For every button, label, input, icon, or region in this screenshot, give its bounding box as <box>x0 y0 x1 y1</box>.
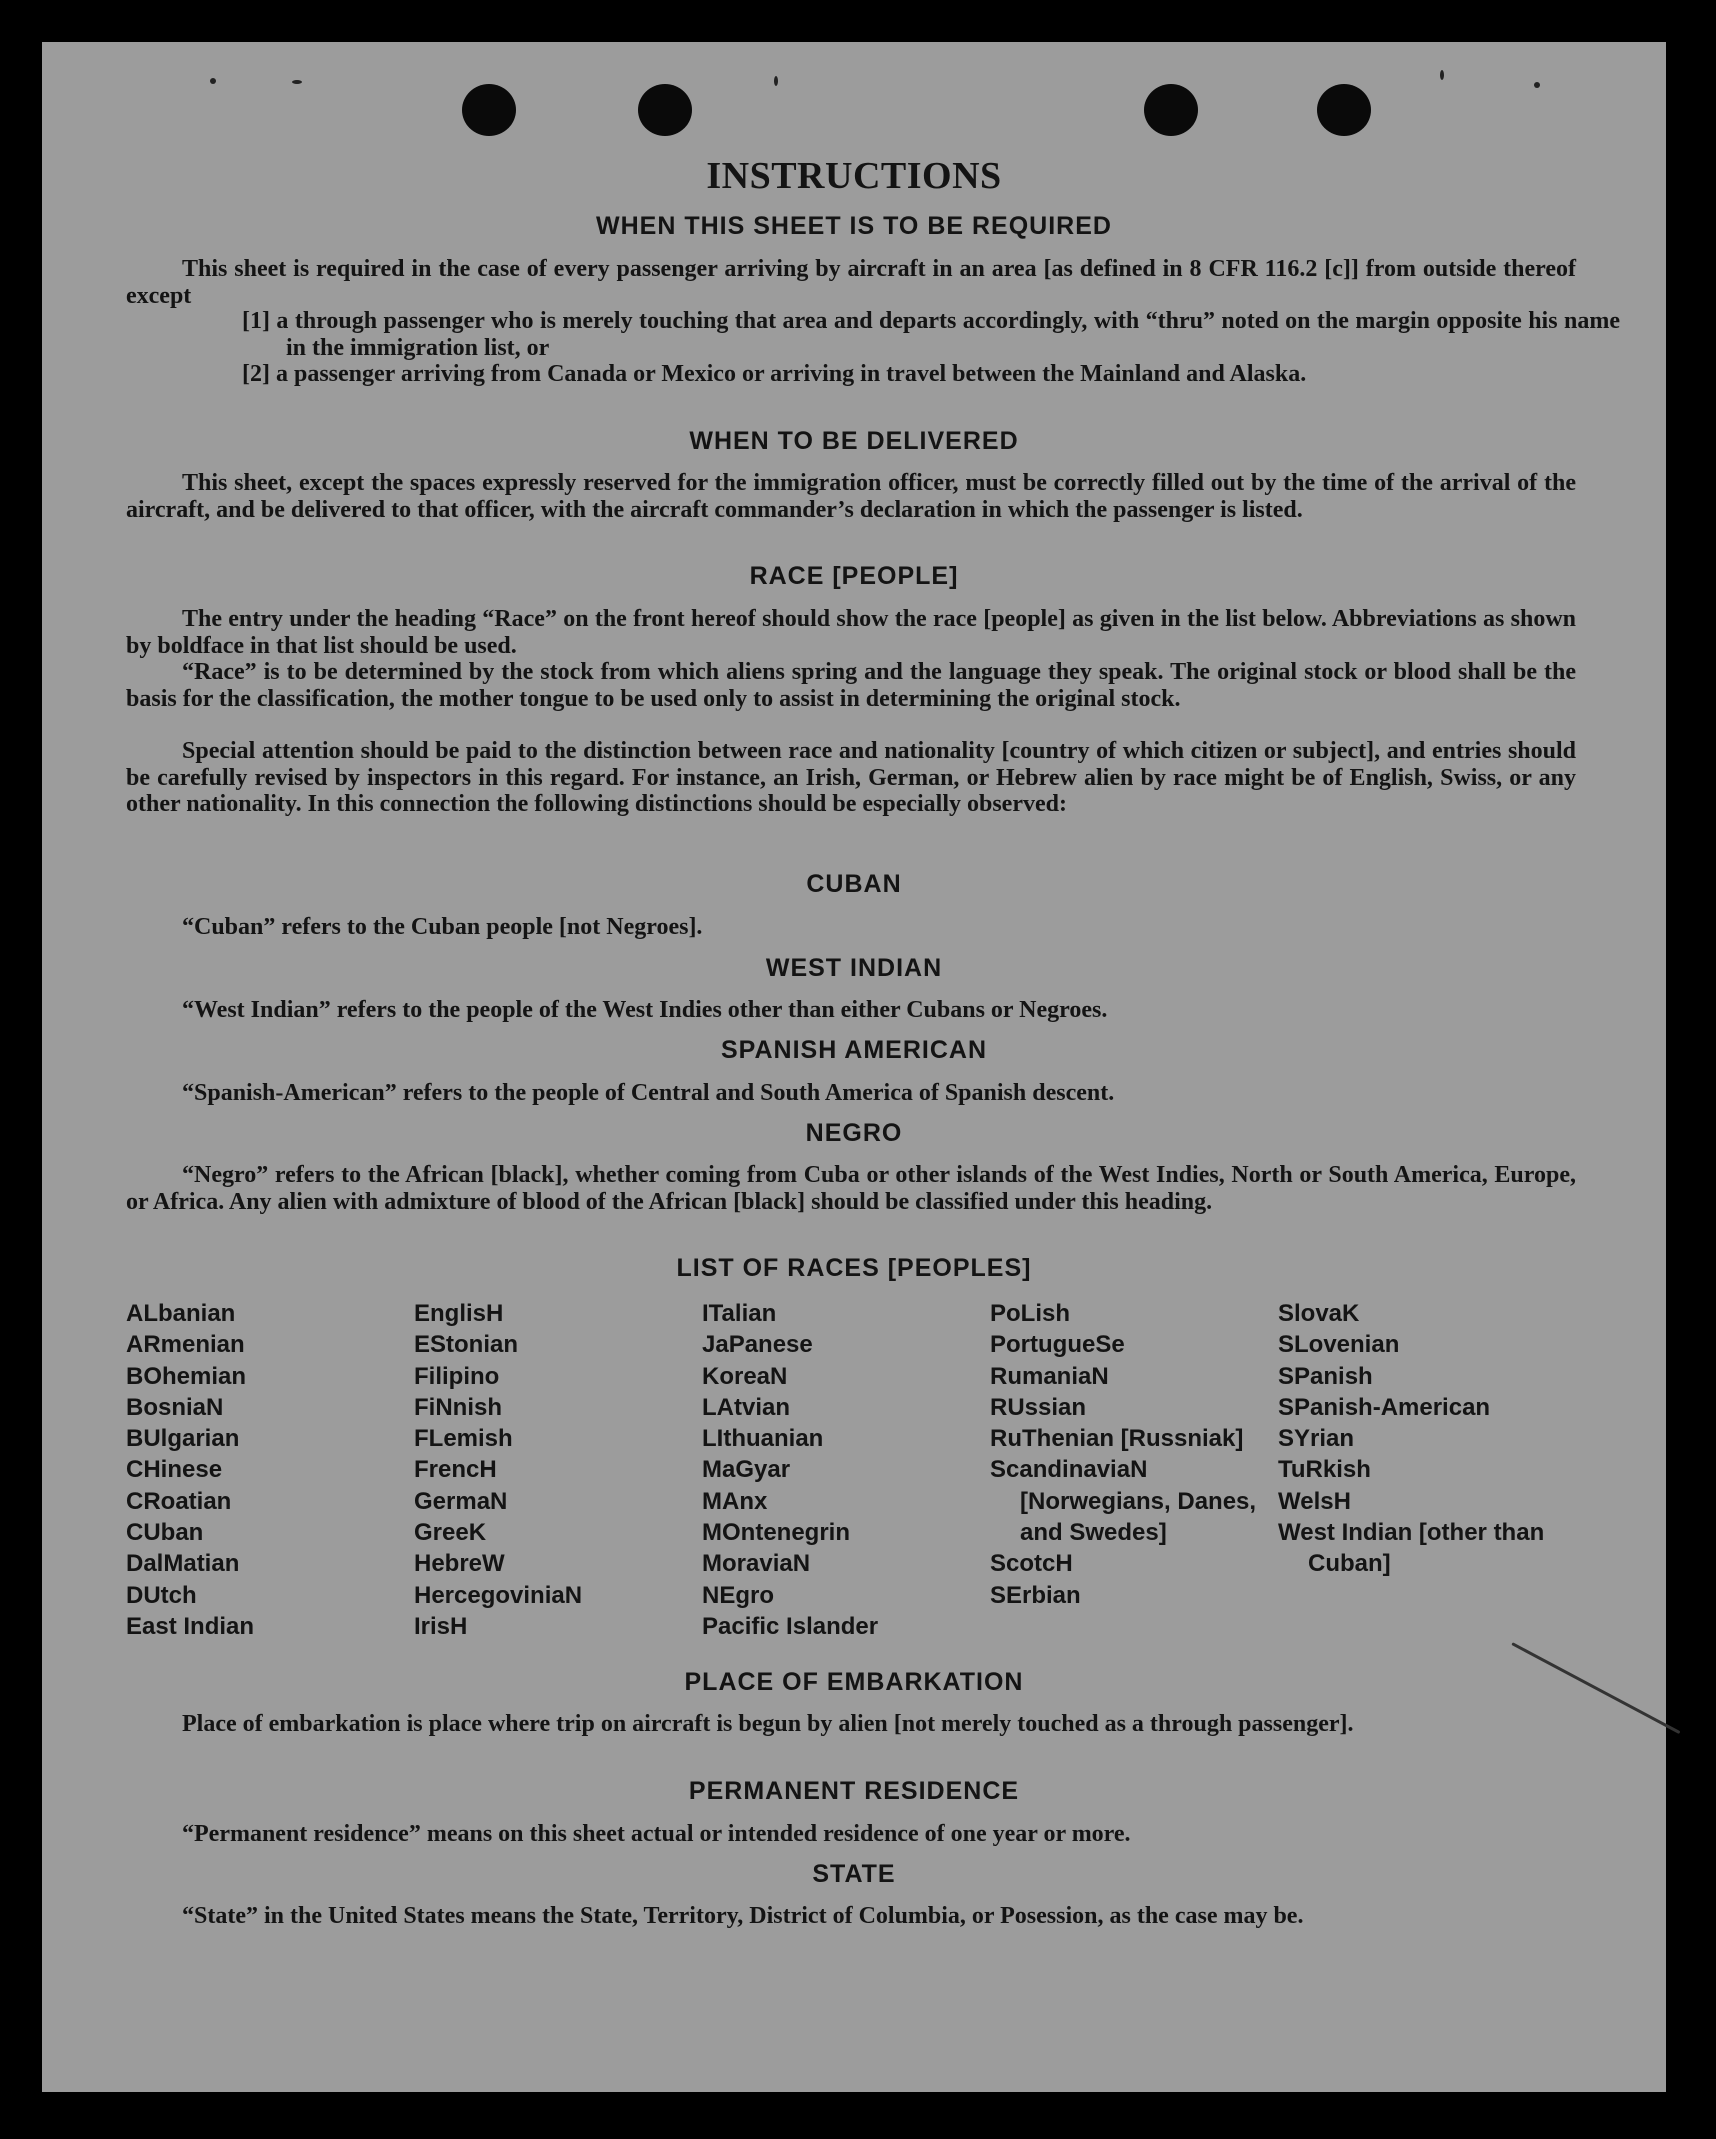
race-item: PoLish <box>990 1300 1071 1327</box>
speck <box>774 76 778 86</box>
race-item: MoraviaN <box>702 1550 811 1578</box>
race-item: SlovaK <box>1278 1300 1360 1327</box>
permanent-residence-text: “Permanent residence” means on this sheet actual or intended residence of one year or more. <box>182 1821 1131 1847</box>
speck <box>292 80 302 84</box>
race-column <box>126 1298 414 1642</box>
heading-when-delivered: WHEN TO BE DELIVERED <box>689 427 1019 455</box>
race-item: GermaN <box>414 1487 508 1515</box>
when-required-item-2: [2] a passenger arriving from Canada or Mexico or arriving in travel between the Mainland and Alaska. <box>242 361 1307 387</box>
punch-hole <box>638 84 692 136</box>
heading-state: STATE <box>812 1860 896 1888</box>
race-item: West Indian [other than Cuban] <box>1278 1519 1545 1578</box>
race-item: RumaniaN <box>990 1362 1109 1390</box>
race-item: JaPanese <box>702 1331 813 1359</box>
heading-west-indian: WEST INDIAN <box>765 954 943 982</box>
race-item: LIthuanian <box>702 1425 824 1453</box>
when-required-intro: This sheet is required in the case of every passenger arriving by aircraft in an area [as defined in 8 CFR 116.2 [c]] from outside thereof except <box>126 256 1576 309</box>
race-item: MaGyar <box>702 1456 791 1484</box>
race-item: FiNnish <box>414 1393 502 1421</box>
race-item: Filipino <box>414 1362 500 1390</box>
race-item: SYrian <box>1278 1425 1355 1453</box>
race-item: NEgro <box>702 1581 774 1609</box>
race-item: HebreW <box>414 1550 505 1578</box>
race-item: DalMatian <box>126 1550 240 1578</box>
punch-hole <box>1317 84 1371 136</box>
race-item: MAnx <box>702 1487 768 1515</box>
west-indian-text: “West Indian” refers to the people of the West Indies other than either Cubans or Negroes. <box>182 997 1108 1023</box>
heading-embarkation: PLACE OF EMBARKATION <box>684 1668 1024 1696</box>
race-item: East Indian <box>126 1612 255 1640</box>
race-paragraph-2: “Race” is to be determined by the stock from which aliens spring and the language they speak. The original stock or blood shall be the basis for the classification, the mother tongue to be used only to assist in determining the original stock. <box>126 659 1576 712</box>
race-item: EStonian <box>414 1331 519 1359</box>
when-required-item-1: [1] a through passenger who is merely touching that area and departs accordingly, with “thru” noted on the margin opposite his name in the immigration list, or <box>242 308 1620 361</box>
heading-spanish-american: SPANISH AMERICAN <box>720 1036 987 1064</box>
race-item: RuThenian [Russniak] <box>990 1425 1244 1453</box>
race-item: BOhemian <box>126 1362 247 1390</box>
race-column <box>1278 1298 1578 1642</box>
punch-hole <box>462 84 516 136</box>
negro-text: “Negro” refers to the African [black], whether coming from Cuba or other islands of the West Indies, North or South America, Europe, or Africa. Any alien with admixture of blood of the African [black] should be classified under this heading. <box>126 1162 1576 1215</box>
race-item: BUlgarian <box>126 1425 240 1453</box>
race-item: Pacific Islander <box>702 1612 879 1640</box>
speck <box>1534 82 1540 88</box>
race-item: CRoatian <box>126 1487 232 1515</box>
heading-list-of-races: LIST OF RACES [PEOPLES] <box>676 1254 1032 1282</box>
page-title: INSTRUCTIONS <box>706 155 1002 197</box>
race-item: ScotcH <box>990 1550 1073 1578</box>
race-item: PortugueSe <box>990 1331 1125 1359</box>
race-item: WelsH <box>1278 1487 1351 1515</box>
speck <box>210 78 216 84</box>
race-item: FrencH <box>414 1456 497 1484</box>
race-item: RUssian <box>990 1393 1087 1421</box>
embarkation-text: Place of embarkation is place where trip on aircraft is begun by alien [not merely touched as a through passenger]. <box>182 1711 1354 1737</box>
heading-when-required: WHEN THIS SHEET IS TO BE REQUIRED <box>596 212 1112 240</box>
race-item: GreeK <box>414 1519 487 1547</box>
race-column <box>414 1298 702 1642</box>
race-item: ITalian <box>702 1300 777 1327</box>
race-item: EnglisH <box>414 1300 504 1327</box>
race-item: ScandinaviaN [Norwegians, Danes, and Swedes] <box>990 1456 1257 1547</box>
race-item: CUban <box>126 1519 204 1547</box>
race-item: KoreaN <box>702 1362 788 1390</box>
race-item: SPanish <box>1278 1362 1373 1390</box>
heading-race: RACE [PEOPLE] <box>749 562 959 590</box>
race-column <box>990 1298 1278 1642</box>
punch-hole <box>1144 84 1198 136</box>
race-item: SLovenian <box>1278 1331 1400 1359</box>
race-item: ALbanian <box>126 1300 236 1327</box>
race-item: FLemish <box>414 1425 513 1453</box>
race-column <box>702 1298 990 1642</box>
race-item: LAtvian <box>702 1393 791 1421</box>
race-item: SPanish-American <box>1278 1393 1491 1421</box>
state-text: “State” in the United States means the State, Territory, District of Columbia, or Posession, as the case may be. <box>182 1903 1304 1929</box>
heading-negro: NEGRO <box>805 1119 903 1147</box>
race-item: DUtch <box>126 1581 197 1609</box>
cuban-text: “Cuban” refers to the Cuban people [not Negroes]. <box>182 914 703 940</box>
when-delivered-text: This sheet, except the spaces expressly reserved for the immigration officer, must be correctly filled out by the time of the arrival of the aircraft, and be delivered to that officer, with the aircraft commander’s declaration in which the passenger is listed. <box>126 470 1576 523</box>
heading-permanent-residence: PERMANENT RESIDENCE <box>688 1777 1020 1805</box>
race-paragraph-3: Special attention should be paid to the distinction between race and nationality [country of which citizen or subject], and entries should be carefully revised by inspectors in this regard. For instance, an Irish, German, or Hebrew alien by race might be of English, Swiss, or any other nationality. In this connection the following distinctions should be especially observed: <box>126 738 1576 817</box>
spanish-american-text: “Spanish-American” refers to the people of Central and South America of Spanish descent. <box>182 1080 1115 1106</box>
race-item: MOntenegrin <box>702 1519 850 1547</box>
race-list <box>126 1298 1606 1642</box>
race-item: ARmenian <box>126 1331 245 1359</box>
speck <box>1440 70 1444 80</box>
race-item: TuRkish <box>1278 1456 1371 1484</box>
race-paragraph-1: The entry under the heading “Race” on the front hereof should show the race [people] as given in the list below. Abbreviations as shown by boldface in that list should be used. <box>126 606 1576 659</box>
heading-cuban: CUBAN <box>806 870 902 898</box>
race-item: BosniaN <box>126 1393 224 1421</box>
race-item: IrisH <box>414 1612 468 1640</box>
race-item: HercegoviniaN <box>414 1581 583 1609</box>
race-item: CHinese <box>126 1456 223 1484</box>
race-item: SErbian <box>990 1581 1081 1609</box>
document-page <box>42 42 1666 2092</box>
